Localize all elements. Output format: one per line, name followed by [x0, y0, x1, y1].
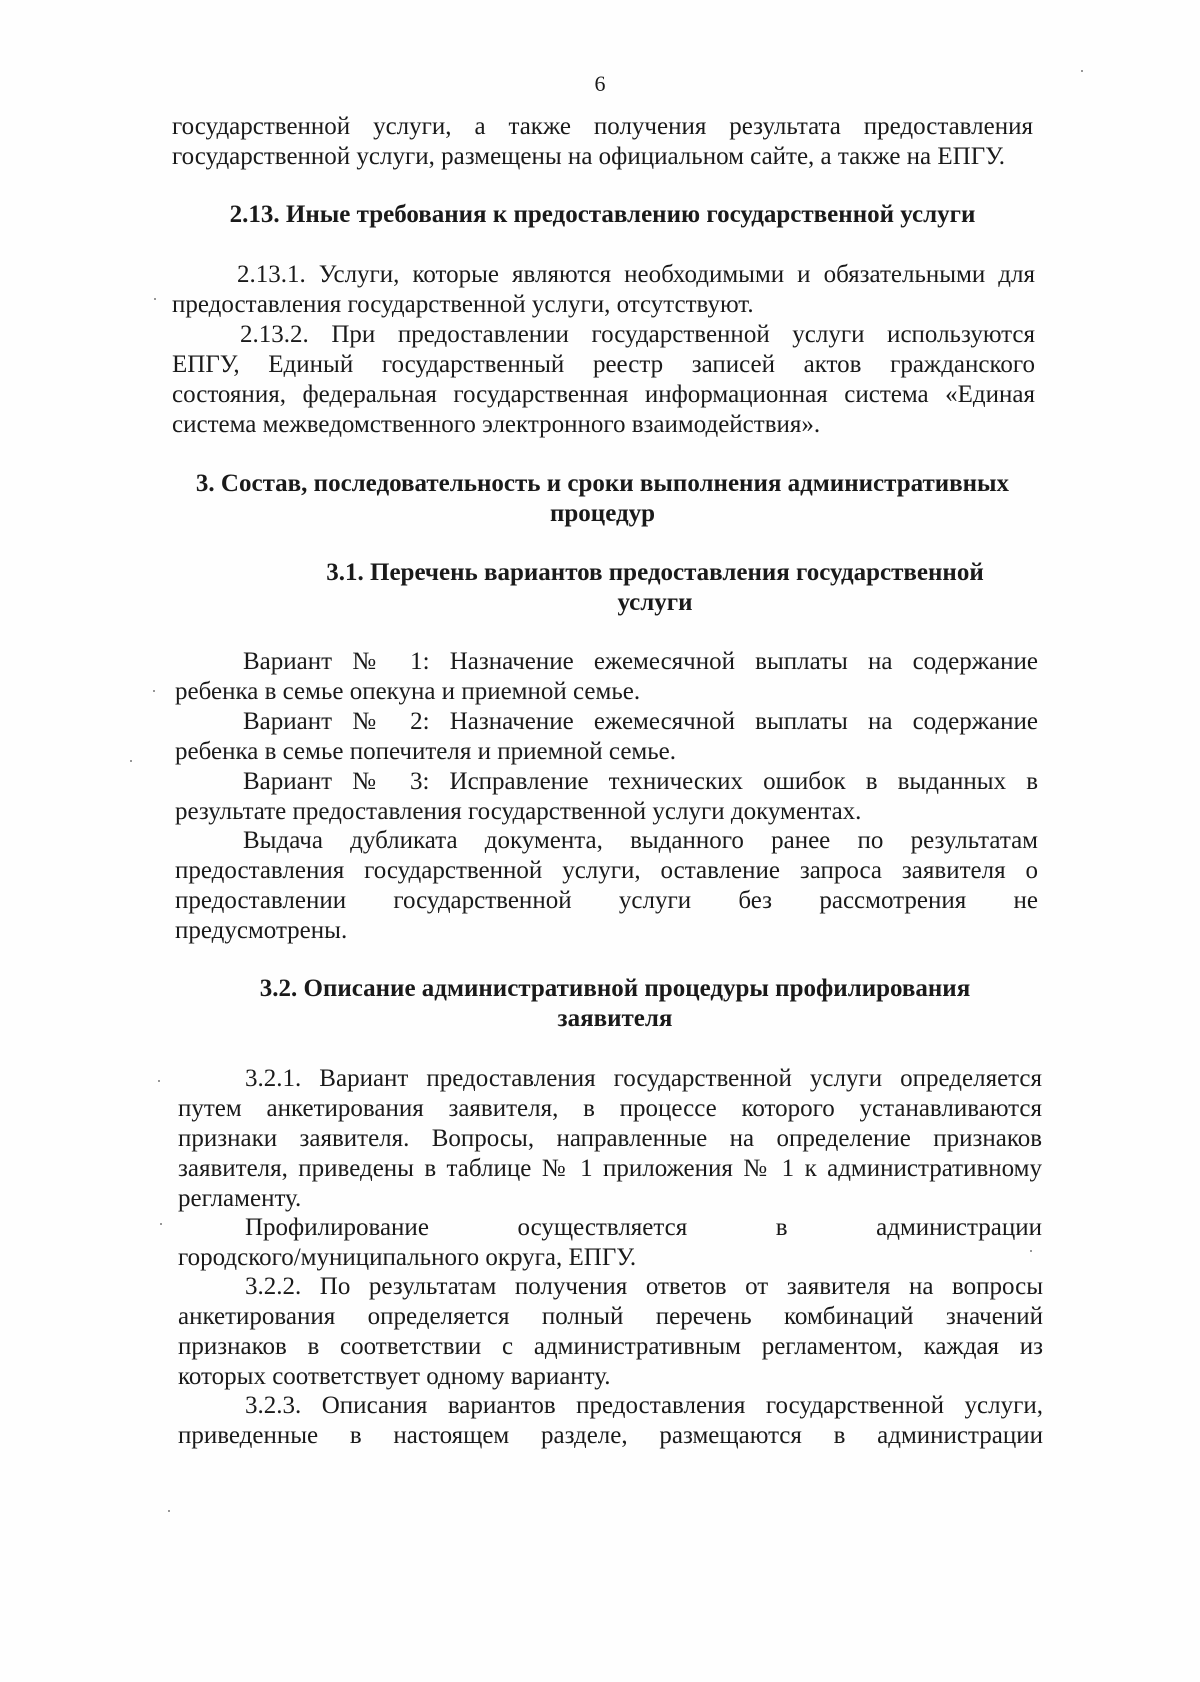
section-heading-3-2: 3.2. Описание административной процедуры профилирования — [259, 975, 971, 1002]
text-line: анкетирования определяется полный перечень комбинаций значений — [178, 1303, 1043, 1330]
text-line: заявителя, приведены в таблице № 1 приложения № 1 к административному — [178, 1155, 1042, 1182]
text-line: регламенту. — [178, 1185, 302, 1212]
text-line: Профилирование осуществляется в администрации — [245, 1214, 1042, 1241]
scan-speck — [153, 690, 155, 692]
scan-speck — [130, 760, 132, 762]
text-line: городского/муниципального округа, ЕПГУ. — [178, 1244, 637, 1271]
text-line: ребенка в семье опекуна и приемной семье. — [175, 678, 641, 705]
text-line: 2.13.2. При предоставлении государственной услуги используются — [240, 321, 1035, 348]
section-heading-3-2-cont: заявителя — [557, 1005, 673, 1032]
text-line: приведенные в настоящем разделе, размещаются в администрации — [178, 1422, 1043, 1449]
text-line: Вариант № 1: Назначение ежемесячной выплаты на содержание — [243, 648, 1038, 675]
scan-speck — [1030, 1250, 1032, 1252]
text-line: результате предоставления государственной услуги документах. — [175, 798, 862, 825]
text-line: государственной услуги, размещены на официальном сайте, а также на ЕПГУ. — [172, 143, 1006, 170]
text-line: Вариант № 2: Назначение ежемесячной выплаты на содержание — [243, 708, 1038, 735]
text-line: ребенка в семье попечителя и приемной семье. — [175, 738, 677, 765]
section-heading-2-13: 2.13. Иные требования к предоставлению государственной услуги — [229, 201, 976, 228]
text-line: 3.2.3. Описания вариантов предоставления государственной услуги, — [245, 1392, 1043, 1419]
text-line: Выдача дубликата документа, выданного ранее по результатам — [243, 827, 1038, 854]
scan-speck — [168, 1510, 170, 1512]
text-line: ЕПГУ, Единый государственный реестр записей актов гражданского — [172, 351, 1035, 378]
scan-speck — [1081, 70, 1083, 72]
text-line: путем анкетирования заявителя, в процессе которого устанавливаются — [178, 1095, 1042, 1122]
text-line: предоставления государственной услуги, отсутствуют. — [172, 291, 754, 318]
text-line: состояния, федеральная государственная информационная система «Единая — [172, 381, 1035, 408]
scan-speck — [154, 298, 156, 300]
section-heading-3-1: 3.1. Перечень вариантов предоставления государственной — [326, 559, 984, 586]
text-line: 2.13.1. Услуги, которые являются необходимыми и обязательными для — [237, 261, 1035, 288]
text-line: 3.2.2. По результатам получения ответов от заявителя на вопросы — [245, 1273, 1043, 1300]
text-line: признаки заявителя. Вопросы, направленные на определение признаков — [178, 1125, 1042, 1152]
text-line: Вариант № 3: Исправление технических ошибок в выданных в — [243, 768, 1038, 795]
scan-speck — [158, 1080, 160, 1082]
page-number: 6 — [594, 71, 606, 96]
text-line: предусмотрены. — [175, 917, 348, 944]
section-heading-3: 3. Состав, последовательность и сроки выполнения административных — [195, 470, 1010, 497]
text-line: 3.2.1. Вариант предоставления государственной услуги определяется — [245, 1065, 1042, 1092]
section-heading-3-1-cont: услуги — [617, 589, 693, 616]
text-line: государственной услуги, а также получения результата предоставления — [172, 113, 1033, 140]
text-line: признаков в соответствии с административным регламентом, каждая из — [178, 1333, 1043, 1360]
text-line: предоставлении государственной услуги без рассмотрения не — [175, 887, 1038, 914]
scan-speck — [160, 1223, 162, 1225]
text-line: которых соответствует одному варианту. — [178, 1363, 611, 1390]
text-line: предоставления государственной услуги, оставление запроса заявителя о — [175, 857, 1038, 884]
section-heading-3-cont: процедур — [549, 500, 656, 527]
text-line: система межведомственного электронного взаимодействия». — [172, 411, 821, 438]
